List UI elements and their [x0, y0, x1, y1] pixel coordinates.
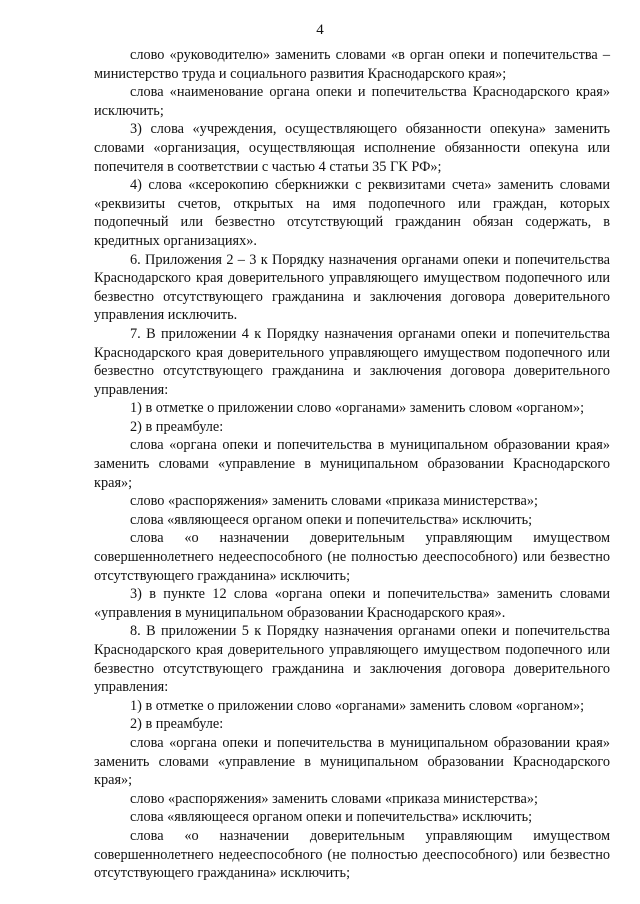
- paragraph: слово «распоряжения» заменить словами «приказа министерства»;: [130, 493, 538, 510]
- paragraph: слова «органа опеки и попечительства в муниципальном образовании края» заменить словами «управление в муниципальном образовании Краснодарского края»;: [94, 734, 610, 789]
- paragraph: слово «распоряжения» заменить словами «приказа министерства»;: [130, 790, 538, 807]
- paragraph: слова «являющееся органом опеки и попечительства» исключить;: [130, 809, 533, 826]
- document-body: [94, 46, 610, 883]
- paragraph: слова «о назначении доверительным управляющим имуществом совершеннолетнего недееспособного (не полностью дееспособного) или безвестно отсутствующего гражданина» исключить;: [94, 530, 610, 584]
- page-number: 4: [316, 22, 324, 38]
- paragraph: 2) в преамбуле:: [130, 716, 224, 733]
- paragraph: 7. В приложении 4 к Порядку назначения органами опеки и попечительства Краснодарского края доверительного управляющего имуществом подопечного или безвестно отсутствующего гражданина и заключения договора доверительного управления:: [94, 325, 610, 398]
- paragraph: слова «о назначении доверительным управляющим имуществом совершеннолетнего недееспособного (не полностью дееспособного) или безвестно отсутствующего гражданина» исключить;: [94, 827, 610, 882]
- paragraph: слова «являющееся органом опеки и попечительства» исключить;: [130, 511, 533, 528]
- paragraph: 6. Приложения 2 – 3 к Порядку назначения органами опеки и попечительства Краснодарского края доверительного управляющего имуществом подопечного или безвестно отсутствующего гражданина и заключения договора доверительного управления исключить.: [94, 251, 610, 324]
- paragraph: 3) в пункте 12 слова «органа опеки и попечительства» заменить словами «управления в муниципальном образовании Краснодарского края».: [94, 586, 610, 621]
- paragraph: 1) в отметке о приложении слово «органами» заменить словом «органом»;: [130, 400, 585, 417]
- paragraph: 4) слова «ксерокопию сберкнижки с реквизитами счета» заменить словами «реквизиты счетов, открытых на имя подопечного или граждан, которых подопечный или безвестно отсутствующий гражданин обязан содержать, в кредитных организациях».: [94, 177, 610, 249]
- paragraph: 8. В приложении 5 к Порядку назначения органами опеки и попечительства Краснодарского края доверительного управляющего имуществом подопечного или безвестно отсутствующего гражданина и заключения договора доверительного управления:: [94, 623, 610, 696]
- paragraph: 3) слова «учреждения, осуществляющего обязанности опекуна» заменить словами «организация, осуществляющая исполнение обязанности опекуна или попечителя в соответствии с частью 4 статьи 35 ГК РФ»;: [94, 121, 610, 175]
- paragraph: слова «наименование органа опеки и попечительства Краснодарского края» исключить;: [94, 84, 610, 119]
- paragraph: слово «руководителю» заменить словами «в орган опеки и попечительства – министерство труда и социального развития Краснодарского края»;: [94, 47, 610, 82]
- paragraph: слова «органа опеки и попечительства в муниципальном образовании края» заменить словами «управление в муниципальном образовании Краснодарского края»;: [94, 437, 610, 491]
- paragraph: 1) в отметке о приложении слово «органами» заменить словом «органом»;: [130, 697, 585, 714]
- paragraph: 2) в преамбуле:: [130, 418, 224, 435]
